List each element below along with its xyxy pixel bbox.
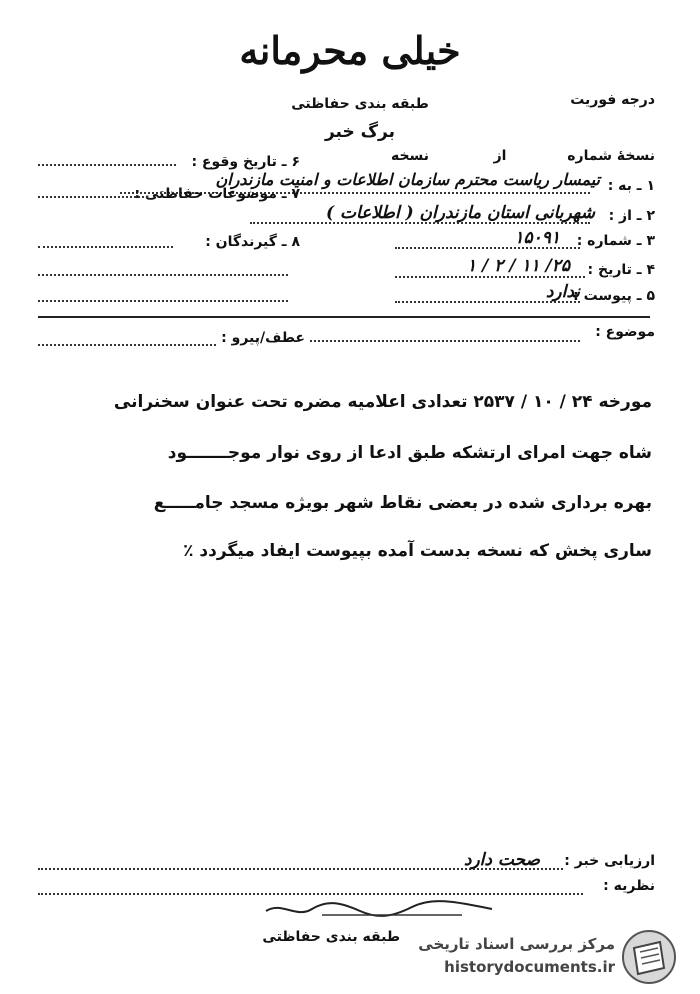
subject-label: موضوع :	[595, 324, 655, 340]
field-2-value: شهربانی استان مازندران ( اطلاعات )	[325, 203, 595, 223]
opinion-line	[38, 893, 583, 895]
field-4-value: ۲۵/ ۱۱ / ۲ / ۱	[466, 256, 570, 276]
reference-label: عطف/پیرو :	[221, 330, 305, 346]
body-line-4: ساری پخش که نسخه بدست آمده بپیوست ایفاد میگردد ٪	[183, 541, 652, 561]
evaluation-value: صحت دارد	[463, 850, 540, 870]
priority-label: درجه فوریت	[570, 92, 655, 108]
opinion-label: نظریه :	[603, 878, 655, 894]
field-1-value: تیمسار ریاست محترم سازمان اطلاعات و امنیت مازندران	[215, 170, 600, 189]
section-divider	[38, 316, 650, 318]
field-6-line	[38, 164, 176, 166]
field-3-value: ۱۵۰۹۱	[514, 228, 560, 248]
field-6-label: ۶ ـ تاریخ وقوع :	[191, 154, 300, 170]
evaluation-line	[38, 868, 563, 870]
form-title: برگ خبر	[324, 122, 396, 142]
subject-line	[310, 340, 580, 342]
evaluation-label: ارزیابی خبر :	[564, 853, 655, 869]
watermark-site: historydocuments.ir	[444, 958, 615, 976]
field-2-line	[250, 222, 590, 224]
copy-of-label: از	[493, 148, 507, 164]
footer-classification: طبقه بندی حفاظتی	[262, 929, 400, 945]
body-line-2: شاه جهت امرای ارتشکه طبق ادعا از روی نوار موجـــــــود	[167, 443, 652, 463]
field-8-label: ۸ ـ گیرندگان :	[205, 234, 300, 250]
body-line-3: بهره برداری شده در بعضی نقاط شهر بویژه مسجد جامـــــع	[153, 493, 652, 513]
classification-title: خیلی محرمانه	[239, 28, 461, 73]
reference-line	[38, 344, 216, 346]
signature-scribble	[262, 897, 498, 921]
field-4-line	[395, 276, 585, 278]
field-3-label: ۳ ـ شماره :	[576, 233, 655, 249]
field-8-line	[38, 246, 173, 248]
field-7-line	[38, 196, 148, 198]
field-7-label: ۷ ـ موضوعات حفاظتی :	[134, 186, 300, 202]
field-5-line	[395, 301, 580, 303]
field-5-value: ندارد	[545, 282, 580, 302]
body-line-1: مورخه ۲۴ / ۱۰ / ۲۵۳۷ تعدادی اعلامیه مضره تحت عنوان سخنرانی	[113, 392, 652, 412]
copy-word-label: نسخه	[390, 148, 430, 164]
recipients-line-2	[38, 300, 288, 302]
field-2-label: ۲ ـ از :	[608, 208, 655, 224]
classification-caption: طبقه بندی حفاظتی	[291, 96, 429, 112]
recipients-line-1	[38, 274, 288, 276]
archive-logo-icon	[620, 928, 678, 986]
watermark-org: مرکز بررسی اسناد تاریخی	[418, 935, 615, 953]
field-5-label: ۵ ـ پیوست :	[573, 288, 655, 304]
field-3-line	[395, 247, 580, 249]
field-1-label: ۱ ـ به :	[607, 178, 655, 194]
copy-number-label: نسخهٔ شماره	[567, 148, 655, 164]
field-4-label: ۴ ـ تاریخ :	[587, 262, 655, 278]
